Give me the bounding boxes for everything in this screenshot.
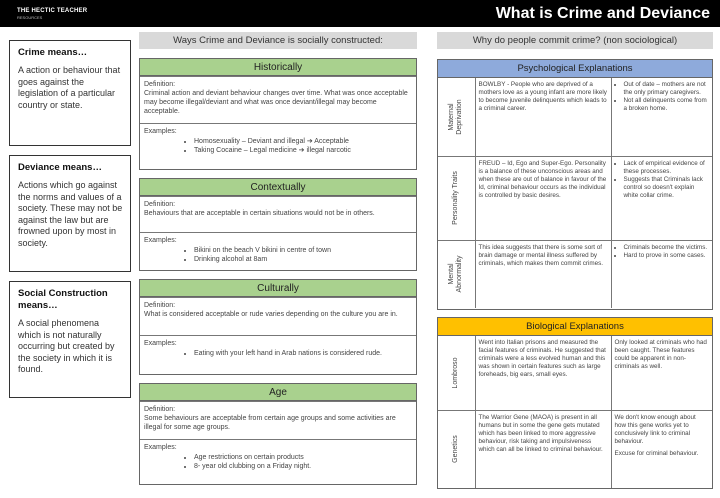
- example-item: • Age restrictions on certain products: [194, 453, 412, 462]
- criticism-item: • Suggests that Criminals lack control so doesn't explain white collar crime.: [624, 176, 710, 200]
- definition-text: A social phenomena which is not naturally occurring but created by the society in which it is found.: [18, 318, 115, 375]
- examples-label: Examples:: [144, 237, 177, 244]
- row-label: Maternal Deprivation: [448, 99, 464, 135]
- page-title: What is Crime and Deviance: [495, 5, 710, 22]
- psychological-table: [438, 78, 712, 308]
- criticism-item: • Criminals become the victims.: [624, 244, 710, 252]
- topic-age: [139, 383, 417, 485]
- table-row: [438, 410, 712, 488]
- explanation-text: This idea suggests that there is some sort of brain damage or mental illness suffered by criminals, which makes them commit crimes.: [475, 240, 611, 308]
- criticisms: [611, 156, 712, 240]
- example-item: • Drinking alcohol at 8am: [194, 255, 412, 264]
- topic-definition: [140, 76, 416, 123]
- topic-definition: [140, 401, 416, 439]
- criticism-item: • Not all delinquents come from a broken home.: [624, 97, 710, 113]
- evaluation: [611, 410, 712, 488]
- example-item: • 8- year old clubbing on a Friday night.: [194, 462, 412, 471]
- table-row: [438, 156, 712, 240]
- definition-text: What is considered acceptable or rude varies depending on the culture you are in.: [144, 311, 398, 318]
- topic-examples: [140, 335, 416, 360]
- definition-text: A action or behaviour that goes against the legislation of a particular country or state.: [18, 65, 121, 110]
- topic-examples: [140, 439, 416, 473]
- explanation-text: FREUD – Id, Ego and Super-Ego. Personality is a balance of these unconscious areas and when these are out of balance in favour of the Id, criminal behaviour occurs as the individual is controlled by basic desires.: [475, 156, 611, 240]
- examples-label: Examples:: [144, 340, 177, 347]
- biological-table: [438, 336, 712, 488]
- biological-explanations: [437, 317, 713, 489]
- definition-text: Some behaviours are acceptable from certain age groups and some activities are illegal for some age groups.: [144, 415, 396, 431]
- explanation-text: The Warrior Gene (MAOA) is present in all humans but in some the gene gets mutated which has been linked to more aggressive behaviour, risk taking and impulsiveness which can all be linked to criminal behaviour.: [475, 410, 611, 488]
- explanation-text: Went into Italian prisons and measured the facial features of criminals. He suggested that criminals were a less evolved human and this was shown in certain features such as large foreheads, big ears, small eyes.: [475, 336, 611, 410]
- topic-historically: [139, 58, 417, 170]
- definition-box-crime: [9, 40, 131, 146]
- psychological-explanations: [437, 59, 713, 310]
- definition-text: Behaviours that are acceptable in certain situations would not be in others.: [144, 210, 375, 217]
- topic-definition: [140, 297, 416, 335]
- psychological-title: Psychological Explanations: [438, 60, 712, 78]
- row-label: Genetics: [452, 435, 460, 464]
- topic-contextually: [139, 178, 417, 271]
- right-section-heading: Why do people commit crime? (non sociological): [437, 32, 713, 49]
- criticism-item: • Lack of empirical evidence of these processes.: [624, 160, 710, 176]
- table-row: [438, 336, 712, 410]
- table-row: [438, 78, 712, 156]
- definition-text: Actions which go against the norms and values of a society. These may not be against the law but are frowned upon by most in society.: [18, 180, 123, 248]
- definition-label: Definition:: [144, 302, 176, 309]
- evaluation-item: Excuse for criminal behaviour.: [614, 449, 699, 457]
- topic-examples: [140, 232, 416, 266]
- topic-title: Historically: [140, 59, 416, 76]
- examples-label: Examples:: [144, 128, 177, 135]
- table-row: [438, 240, 712, 308]
- definition-title: Crime means…: [18, 47, 88, 58]
- row-label: Mental Abnormality: [448, 255, 464, 293]
- definition-text: Criminal action and deviant behaviour changes over time. What was once acceptable may become illegal/deviant and what was once deviant/illegal may become acceptable.: [144, 90, 408, 115]
- definition-box-social-construction: [9, 281, 131, 398]
- evaluation-item: Only looked at criminals who had been caught. These features could be apparent in non-criminals as well.: [614, 339, 707, 371]
- example-item: • Eating with your left hand in Arab nations is considered rude.: [194, 349, 412, 358]
- explanation-text: BOWLBY - People who are deprived of a mothers love as a young infant are more likely to become juvenile delinquents which leads to a criminal career.: [475, 78, 611, 156]
- definition-label: Definition:: [144, 201, 176, 208]
- brand-subtitle: RESOURCES: [17, 15, 43, 20]
- criticisms: [611, 78, 712, 156]
- example-item: • Taking Cocaine – Legal medicine ➔ illegal narcotic: [194, 146, 412, 155]
- brand-name: THE HECTIC TEACHER: [17, 8, 88, 14]
- topic-definition: [140, 196, 416, 232]
- definition-label: Definition:: [144, 406, 176, 413]
- middle-section-heading: Ways Crime and Deviance is socially constructed:: [139, 32, 417, 49]
- examples-label: Examples:: [144, 444, 177, 451]
- header-bar: [0, 0, 720, 27]
- topic-title: Age: [140, 384, 416, 401]
- definition-title: Social Construction means…: [18, 288, 108, 311]
- definition-label: Definition:: [144, 81, 176, 88]
- criticism-item: • Out of date – mothers are not the only primary caregivers.: [624, 81, 710, 97]
- evaluation: [611, 336, 712, 410]
- evaluation-item: We don't know enough about how this gene works yet to conclusively link to criminal behaviour.: [614, 413, 696, 445]
- row-label: Personality Traits: [452, 171, 460, 225]
- topic-culturally: [139, 279, 417, 375]
- criticisms: [611, 240, 712, 308]
- definition-title: Deviance means…: [18, 162, 102, 173]
- topic-title: Culturally: [140, 280, 416, 297]
- criticism-item: • Hard to prove in some cases.: [624, 252, 710, 260]
- biological-title: Biological Explanations: [438, 318, 712, 336]
- topic-examples: [140, 123, 416, 157]
- definition-box-deviance: [9, 155, 131, 272]
- row-label: Lombroso: [452, 357, 460, 389]
- topic-title: Contextually: [140, 179, 416, 196]
- example-item: • Homosexuality – Deviant and illegal ➔ Acceptable: [194, 137, 412, 146]
- example-item: • Bikini on the beach V bikini in centre of town: [194, 246, 412, 255]
